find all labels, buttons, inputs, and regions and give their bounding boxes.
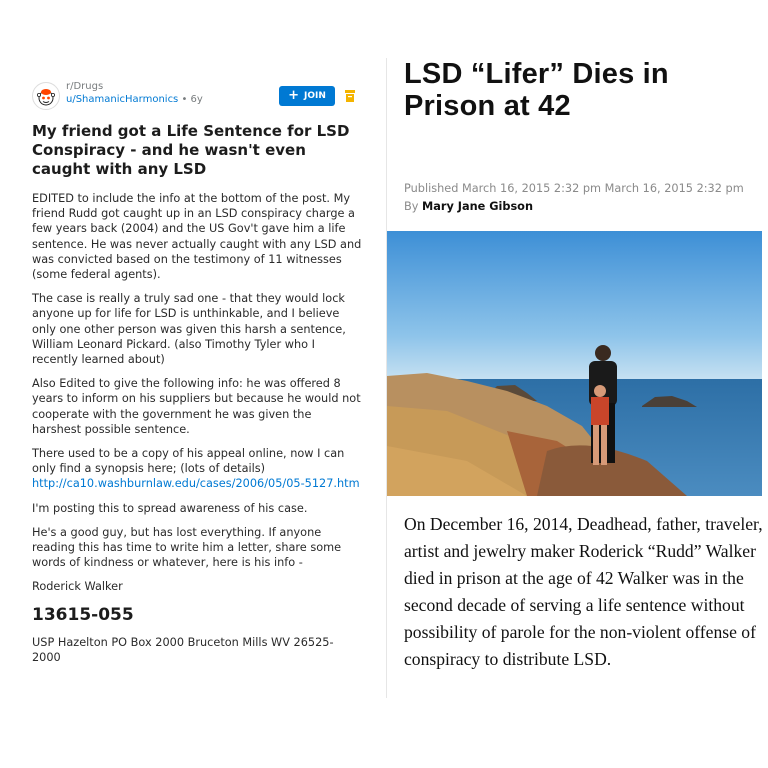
subreddit-avatar-icon[interactable] [32, 82, 60, 110]
article-body: On December 16, 2014, Deadhead, father, traveler, artist and jewelry maker Roderick “Rudd” Walker died in prison at the age of 42 Walker was in the second decade of serving a life sentence without possibility of parole for the non-violent offense of conspiracy to distribute LSD. [404, 514, 763, 669]
appeal-paragraph [32, 446, 362, 492]
join-button[interactable] [279, 86, 335, 106]
post-author[interactable]: u/ShamanicHarmonics [66, 94, 179, 105]
inmate-number: 13615-055 [32, 604, 134, 625]
kindness-paragraph: He's a good guy, but has lost everything. If anyone reading this has time to write him a letter, share some words of kindness or whatever, here is his info - [32, 525, 342, 570]
post-title[interactable]: My friend got a Life Sentence for LSD Conspiracy - and he wasn't even caught with any LSD [32, 122, 350, 178]
post-body [32, 191, 362, 665]
post-paragraph: EDITED to include the info at the bottom of the post. My friend Rudd got caught up in an LSD conspiracy charge a few years back (2004) and the US Gov't gave him a life sentence. He was never actually caught with any LSD and was convicted based on the testimony of 11 witnesses (some federal agents). [32, 192, 362, 282]
post-paragraph: The case is really a truly sad one - that they would lock anyone up for life for LSD is unthinkable, and I believe only one other person was given this harsh a sentence, William Leonard Pickard. (also Timothy Tyler who I recently learned about) [32, 292, 346, 367]
post-age: • 6y [181, 94, 203, 105]
news-article [404, 58, 763, 669]
post-header [32, 80, 362, 114]
article-meta [404, 180, 760, 216]
join-label: JOIN [304, 91, 326, 101]
post-paragraph: Also Edited to give the following info: he was offered 8 years to inform on his suppliers but because he would not cooperate with the government he was given the harshest possible sentence. [32, 377, 361, 436]
plus-icon: + [288, 88, 299, 103]
inmate-address: USP Hazelton PO Box 2000 Bruceton Mills WV 26525-2000 [32, 635, 334, 664]
published-date: March 16, 2015 2:32 pm [461, 182, 602, 195]
post-meta [66, 80, 203, 106]
by-label: By [404, 200, 419, 213]
updated-date: March 16, 2015 2:32 pm [604, 182, 744, 195]
appeal-link[interactable]: http://ca10.washburnlaw.edu/cases/2006/05/05-5127.htm [32, 477, 360, 491]
appeal-text: There used to be a copy of his appeal online, now I can only find a synopsis here; (lots of details) [32, 447, 345, 476]
inmate-name: Roderick Walker [32, 580, 123, 594]
published-label: Published [404, 182, 459, 195]
article-author[interactable]: Mary Jane Gibson [422, 200, 533, 213]
subreddit-name[interactable]: r/Drugs [66, 81, 104, 92]
article-photo [387, 231, 762, 496]
article-headline: LSD “Lifer” Dies in Prison at 42 [404, 58, 669, 122]
award-icon[interactable] [345, 90, 355, 102]
reddit-post [32, 80, 362, 674]
awareness-paragraph: I'm posting this to spread awareness of his case. [32, 501, 308, 515]
